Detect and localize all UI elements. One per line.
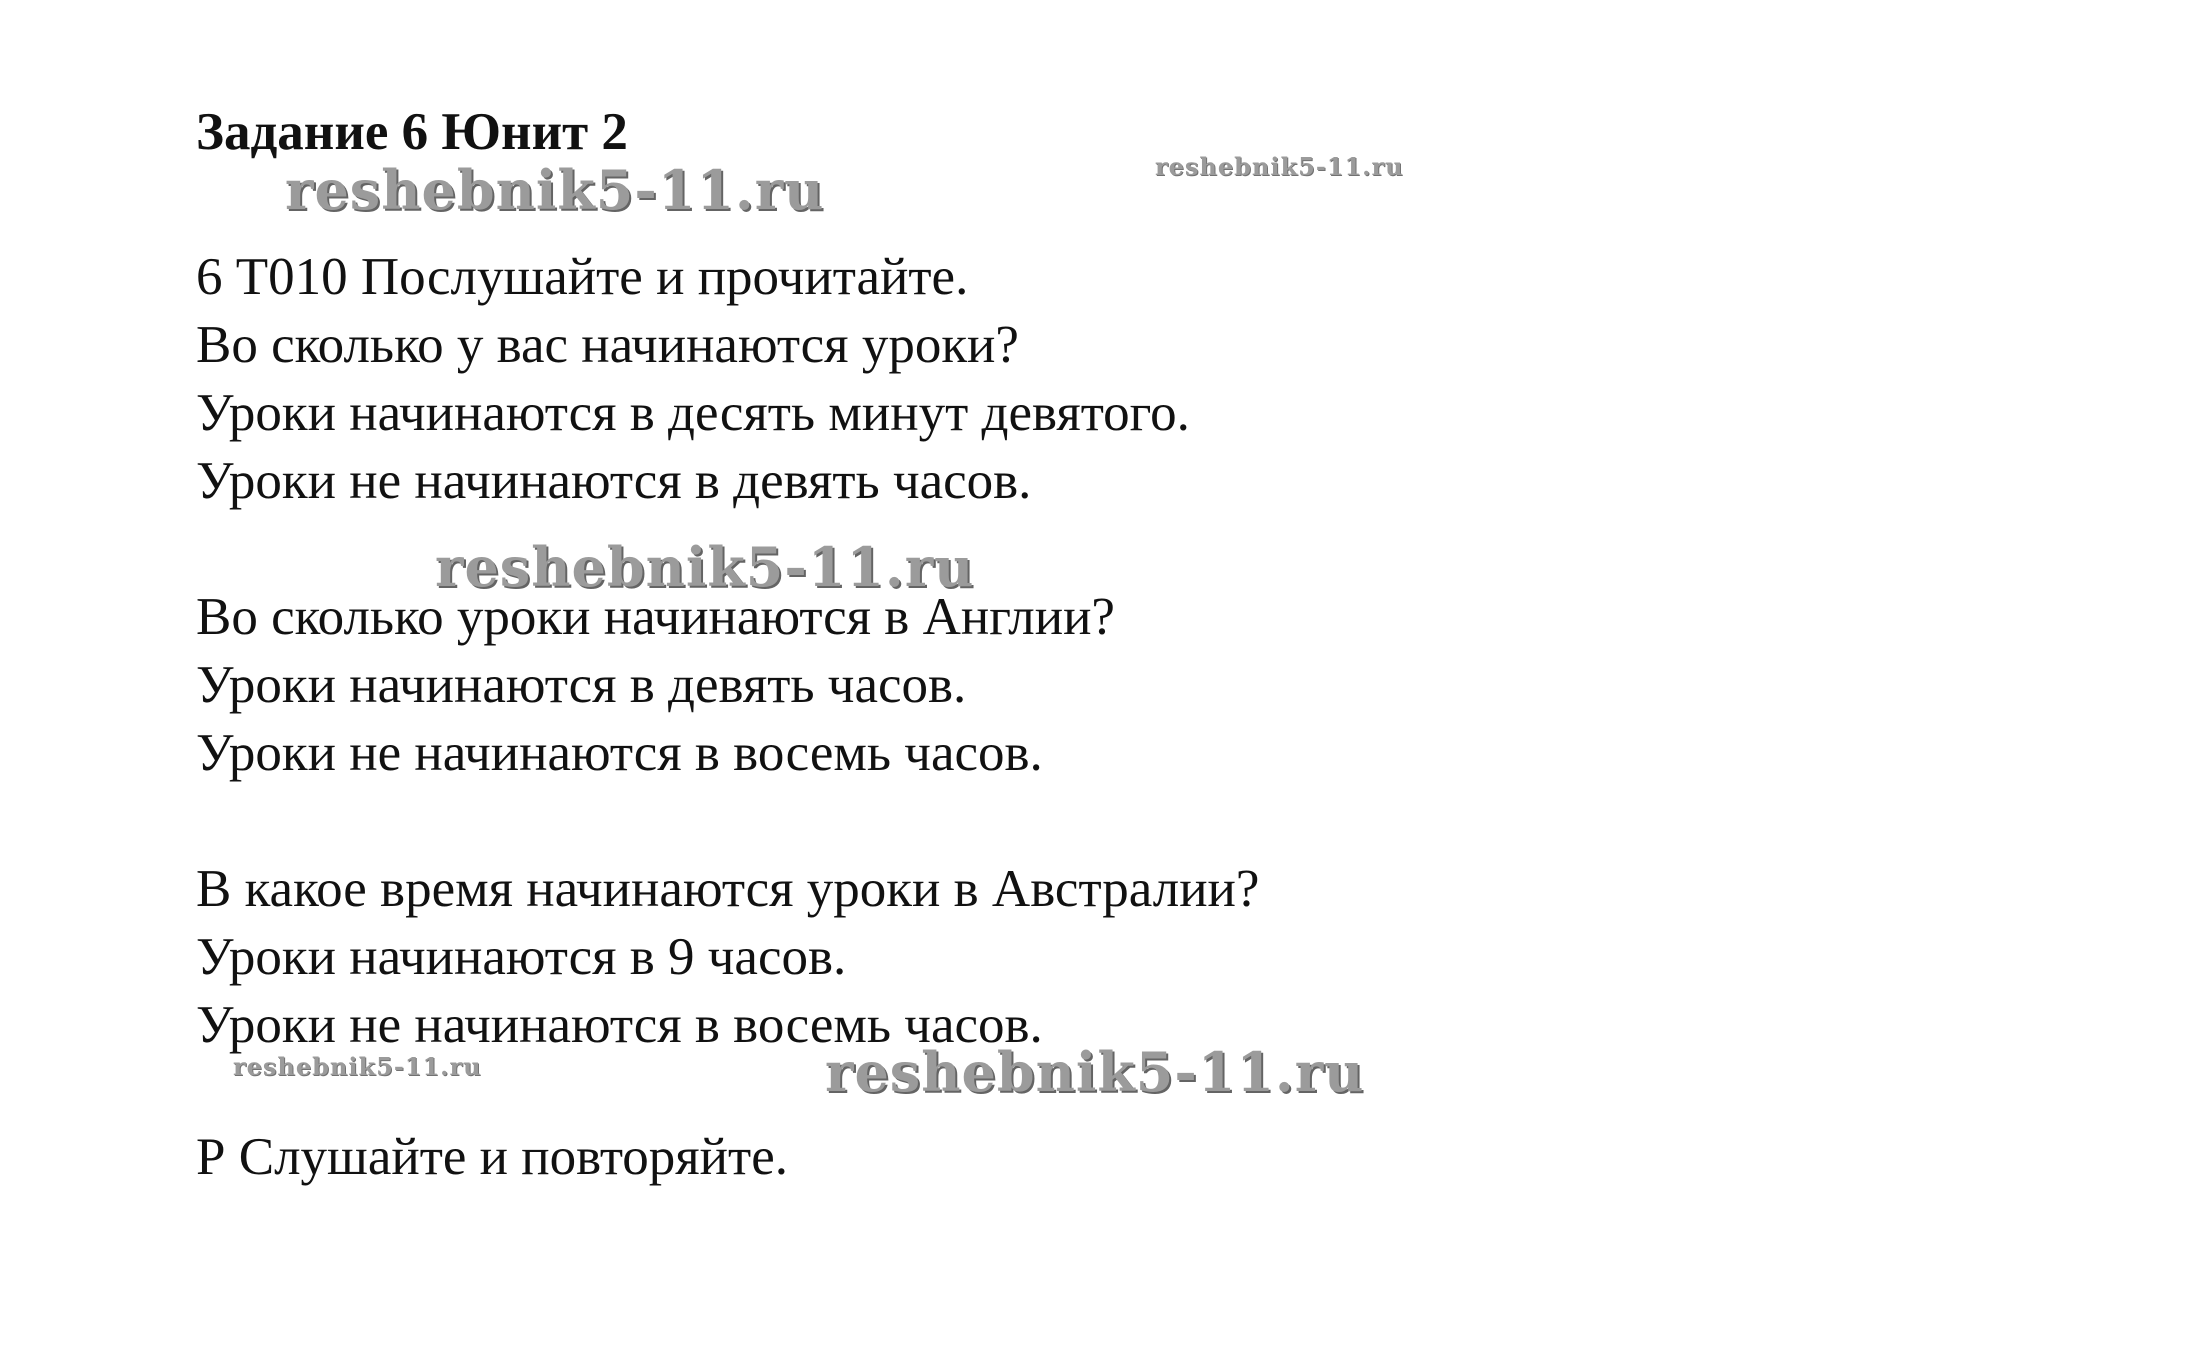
text-line-9: Уроки начинаются в 9 часов.: [196, 928, 847, 986]
text-line-10: Уроки не начинаются в восемь часов.: [196, 996, 1043, 1054]
text-line-3: Уроки начинаются в десять минут девятого.: [196, 384, 1190, 442]
watermark-2: reshebnik5-11.ru: [1155, 152, 1404, 181]
watermark-5: reshebnik5-11.ru: [825, 1040, 1365, 1104]
text-line-11: Р Слушайте и повторяйте.: [196, 1128, 788, 1186]
text-line-4: Уроки не начинаются в девять часов.: [196, 452, 1032, 510]
watermark-4: reshebnik5-11.ru: [233, 1052, 482, 1081]
text-line-2: Во сколько у вас начинаются уроки?: [196, 316, 1019, 374]
text-line-1: 6 Т010 Послушайте и прочитайте.: [196, 248, 969, 306]
text-line-6: Уроки начинаются в девять часов.: [196, 656, 967, 714]
page-title: Задание 6 Юнит 2: [196, 103, 628, 161]
text-line-7: Уроки не начинаются в восемь часов.: [196, 724, 1043, 782]
text-line-5: Во сколько уроки начинаются в Англии?: [196, 588, 1115, 646]
text-line-8: В какое время начинаются уроки в Австралии?: [196, 860, 1260, 918]
watermark-1: reshebnik5-11.ru: [285, 158, 825, 222]
watermark-3: reshebnik5-11.ru: [435, 535, 975, 599]
